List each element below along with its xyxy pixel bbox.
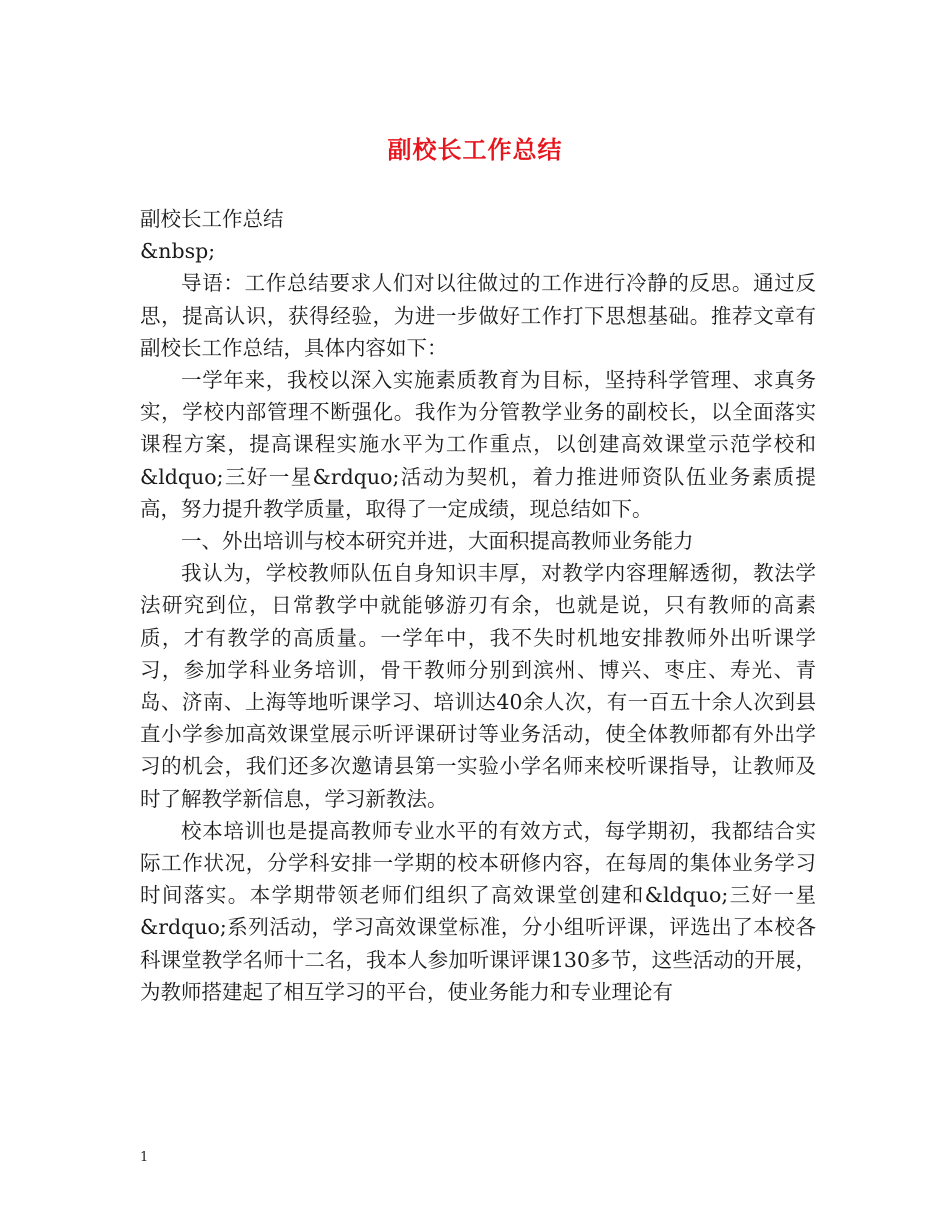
page-number: 1 — [140, 1150, 149, 1165]
section-heading-1: 一、外出培训与校本研究并进，大面积提高教师业务能力 — [181, 529, 694, 554]
paragraph-intro: 导语：工作总结要求人们对以往做过的工作进行冷静的反思。通过反思，提高认识，获得经验，为进一步做好工作打下思想基础。推荐文章有副校长工作总结，具体内容如下： — [140, 271, 816, 360]
paragraph-overview: 一学年来，我校以深入实施素质教育为目标，坚持科学管理、求真务实，学校内部管理不断强化。我作为分管教学业务的副校长，以全面落实课程方案，提高课程实施水平为工作重点，以创建高效课堂示范学校和&ldquo;三好一星&rdquo;活动为契机，着力推进师资队伍业务素质提高，努力提升教学质量，取得了一定成绩，现总结如下。 — [140, 368, 816, 521]
paragraph-training: 我认为，学校教师队伍自身知识丰厚，对教学内容理解透彻，教法学法研究到位，日常教学中就能够游刃有余，也就是说，只有教师的高素质，才有教学的高质量。一学年中，我不失时机地安排教师外出听课学习，参加学科业务培训，骨干教师分别到滨州、博兴、枣庄、寿光、青岛、济南、上海等地听课学习、培训达40余人次，有一百五十余人次到县直小学参加高效课堂展示听评课研讨等业务活动，使全体教师都有外出学习的机会，我们还多次邀请县第一实验小学名师来校听课指导，让教师及时了解教学新信息，学习新教法。 — [140, 561, 816, 811]
nbsp-line: &nbsp; — [140, 239, 216, 264]
document-title: 副校长工作总结 — [387, 136, 563, 164]
document-body — [140, 203, 816, 1008]
paragraph-school-training: 校本培训也是提高教师专业水平的有效方式，每学期初，我都结合实际工作状况，分学科安排一学期的校本研修内容，在每周的集体业务学习时间落实。本学期带领老师们组织了高效课堂创建和&ldquo;三好一星&rdquo;系列活动，学习高效课堂标准，分小组听评课，评选出了本校各科课堂教学名师十二名，我本人参加听课评课130多节，这些活动的开展，为教师搭建起了相互学习的平台，使业务能力和专业理论有 — [140, 818, 816, 1004]
body-heading: 副校长工作总结 — [140, 207, 284, 231]
